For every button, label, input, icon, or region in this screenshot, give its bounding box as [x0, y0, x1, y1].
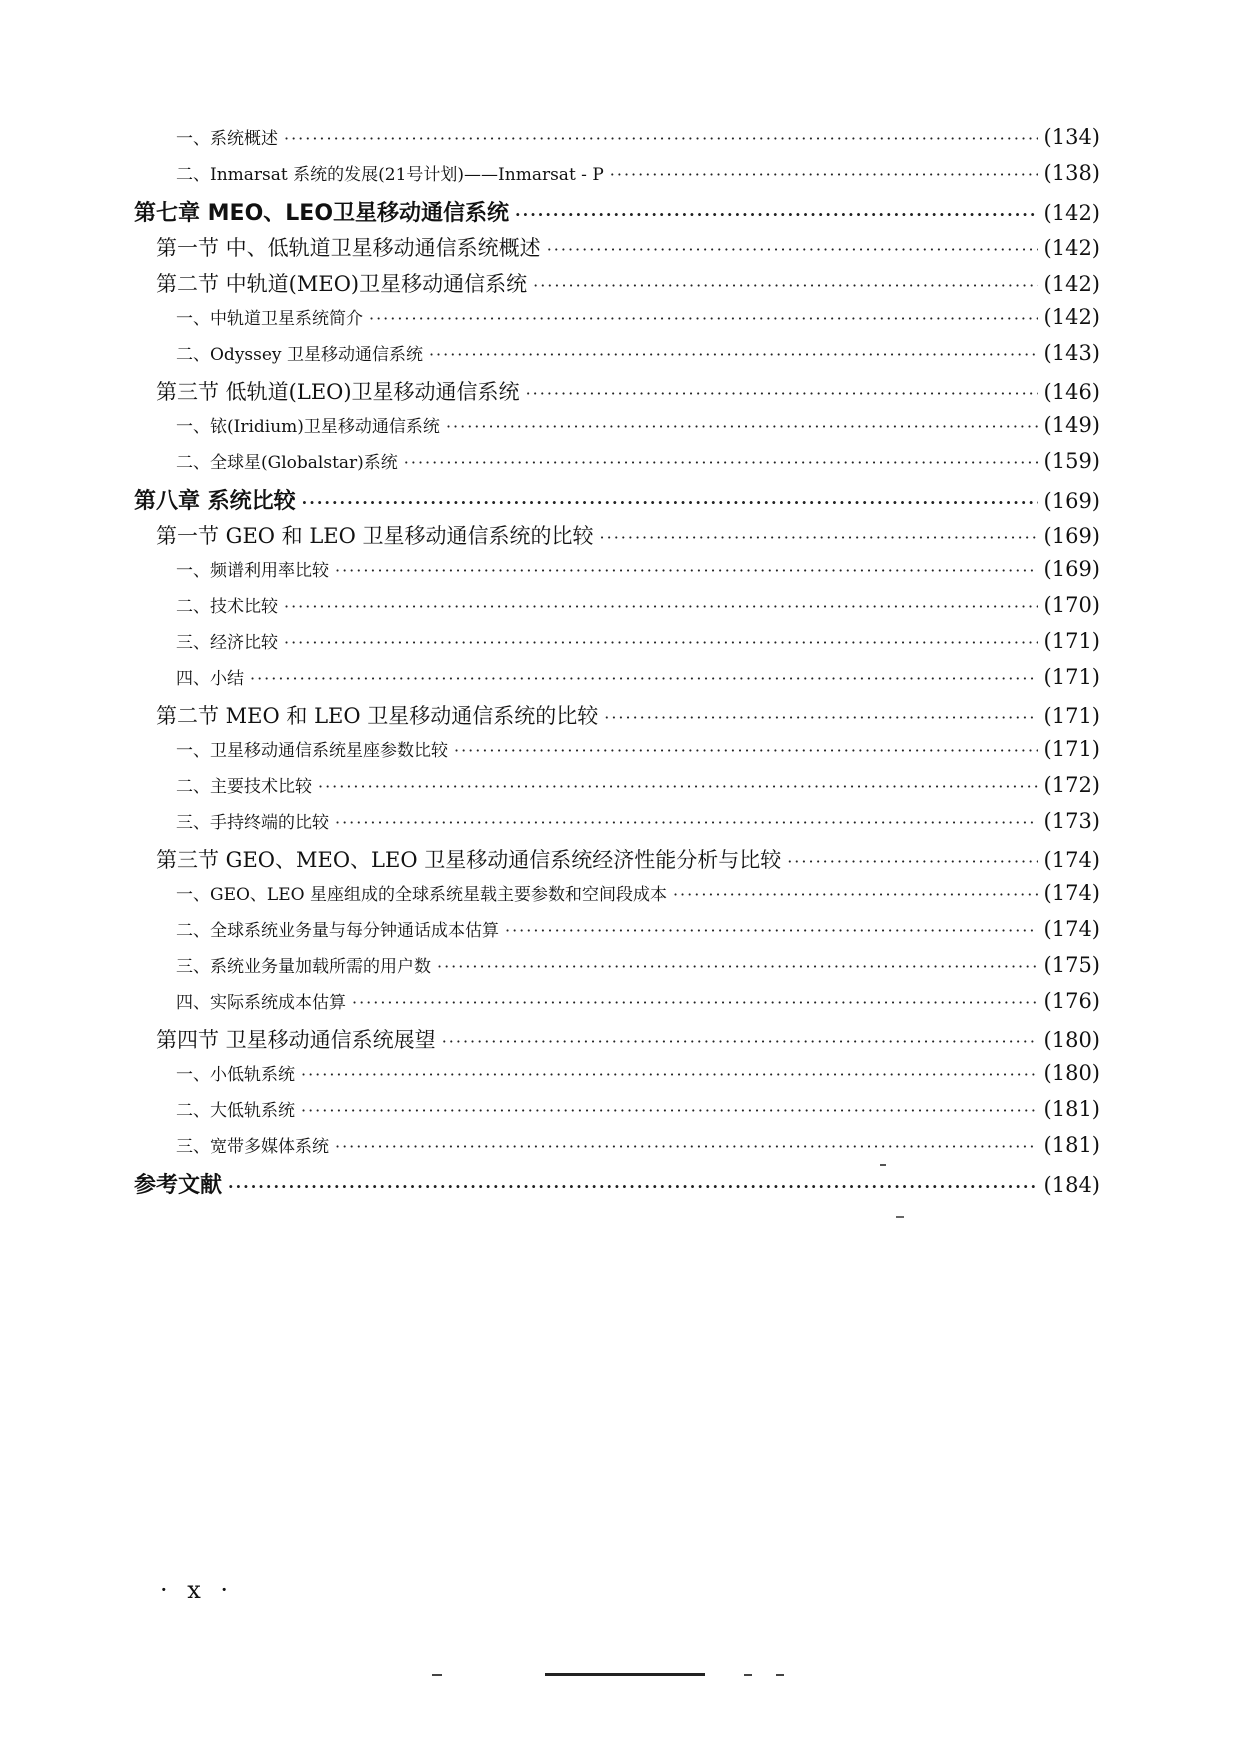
toc-entry-page: (174) — [1043, 881, 1100, 905]
toc-entry-page: (171) — [1043, 665, 1100, 689]
toc-leader-dots — [610, 167, 1038, 183]
toc-entry-title: 第四节 卫星移动通信系统展望 — [156, 1028, 436, 1052]
toc-leader-dots — [526, 386, 1038, 402]
toc-entry-title: 一、小低轨系统 — [176, 1065, 295, 1085]
toc-entry-sub — [176, 592, 1100, 628]
toc-entry-sub — [176, 952, 1100, 988]
toc-entry-title: 一、系统概述 — [176, 129, 278, 149]
toc-entry-title: 参考文献 — [134, 1173, 223, 1198]
toc-entry-sub — [176, 808, 1100, 844]
toc-entry-sub — [176, 736, 1100, 772]
scan-artifact — [776, 1674, 784, 1676]
toc-entry-title: 四、小结 — [176, 669, 244, 689]
toc-entry-title: 三、宽带多媒体系统 — [176, 1137, 329, 1157]
toc-entry-sub — [176, 124, 1100, 160]
scan-artifact — [545, 1673, 705, 1676]
toc-leader-dots — [301, 1067, 1038, 1083]
toc-entry-page: (171) — [1043, 737, 1100, 761]
toc-entry-title: 第八章 系统比较 — [134, 489, 296, 514]
toc-entry-sub — [176, 1060, 1100, 1096]
toc-entry-page: (169) — [1043, 557, 1100, 581]
toc-entry-title: 第二节 中轨道(MEO)卫星移动通信系统 — [156, 272, 528, 296]
toc-leader-dots — [673, 887, 1038, 903]
toc-leader-dots — [352, 995, 1038, 1011]
toc-entry-title: 第一节 GEO 和 LEO 卫星移动通信系统的比较 — [156, 524, 594, 548]
toc-leader-dots — [600, 530, 1038, 546]
toc-entry-title: 第三节 GEO、MEO、LEO 卫星移动通信系统经济性能分析与比较 — [156, 848, 782, 872]
toc-entry-sub — [176, 412, 1100, 448]
toc-entry-page: (180) — [1043, 1061, 1100, 1085]
toc-entry-sub — [176, 988, 1100, 1024]
toc-leader-dots — [335, 563, 1038, 579]
toc-entry-page: (175) — [1043, 953, 1100, 977]
toc-entry-page: (142) — [1043, 201, 1100, 225]
toc-entry-page: (176) — [1043, 989, 1100, 1013]
toc-entry-page: (143) — [1043, 341, 1100, 365]
toc-entry-sub — [176, 340, 1100, 376]
toc-entry-page: (149) — [1043, 413, 1100, 437]
toc-leader-dots — [505, 923, 1038, 939]
toc-entry-page: (146) — [1043, 380, 1100, 404]
toc-leader-dots — [533, 278, 1037, 294]
toc-entry-page: (171) — [1043, 629, 1100, 653]
toc-entry-title: 二、Inmarsat 系统的发展(21号计划)——Inmarsat - P — [176, 165, 604, 185]
toc-leader-dots — [335, 815, 1038, 831]
toc-leader-dots — [787, 854, 1037, 870]
toc-leader-dots — [284, 599, 1038, 615]
toc-entry-sub — [176, 1096, 1100, 1132]
toc-entry-sub — [176, 1132, 1100, 1168]
scan-artifact — [880, 1164, 886, 1166]
toc-entry-title: 二、全球系统业务量与每分钟通话成本估算 — [176, 921, 499, 941]
toc-entry-section — [156, 700, 1100, 736]
toc-entry-title: 二、主要技术比较 — [176, 777, 312, 797]
toc-entry-page: (180) — [1043, 1028, 1100, 1052]
toc-entry-page: (181) — [1043, 1133, 1100, 1157]
toc-leader-dots — [369, 311, 1038, 327]
toc-leader-dots — [250, 671, 1038, 687]
toc-entry-title: 二、大低轨系统 — [176, 1101, 295, 1121]
toc-entry-page: (142) — [1043, 305, 1100, 329]
toc-leader-dots — [302, 495, 1038, 511]
toc-entry-section — [156, 520, 1100, 556]
toc-entry-page: (134) — [1043, 125, 1100, 149]
toc-leader-dots — [335, 1139, 1038, 1155]
toc-entry-page: (174) — [1043, 848, 1100, 872]
toc-leader-dots — [604, 710, 1037, 726]
toc-entry-page: (159) — [1043, 449, 1100, 473]
toc-leader-dots — [454, 743, 1038, 759]
toc-entry-title: 三、经济比较 — [176, 633, 278, 653]
toc-entry-title: 第七章 MEO、LEO卫星移动通信系统 — [134, 201, 510, 226]
toc-entry-section — [156, 376, 1100, 412]
toc-entry-title: 四、实际系统成本估算 — [176, 993, 346, 1013]
toc-entry-sub — [176, 448, 1100, 484]
toc-entry-title: 二、技术比较 — [176, 597, 278, 617]
toc-entry-sub — [176, 160, 1100, 196]
toc-entry-title: 一、中轨道卫星系统简介 — [176, 309, 363, 329]
toc-entry-section — [156, 232, 1100, 268]
toc-entry-title: 三、系统业务量加载所需的用户数 — [176, 957, 431, 977]
toc-entry-title: 第二节 MEO 和 LEO 卫星移动通信系统的比较 — [156, 704, 599, 728]
toc-leader-dots — [446, 419, 1038, 435]
toc-entry-title: 一、铱(Iridium)卫星移动通信系统 — [176, 417, 440, 437]
toc-entry-page: (169) — [1043, 489, 1100, 513]
toc-leader-dots — [437, 959, 1038, 975]
toc-entry-page: (181) — [1043, 1097, 1100, 1121]
toc-entry-page: (173) — [1043, 809, 1100, 833]
toc-leader-dots — [284, 635, 1038, 651]
toc-leader-dots — [301, 1103, 1038, 1119]
toc-entry-page: (169) — [1043, 524, 1100, 548]
toc-entry-sub — [176, 664, 1100, 700]
scan-artifact — [896, 1216, 904, 1218]
toc-leader-dots — [318, 779, 1038, 795]
toc-leader-dots — [547, 242, 1038, 258]
toc-entry-sub — [176, 772, 1100, 808]
toc-leader-dots — [228, 1179, 1038, 1195]
toc-entry-title: 第三节 低轨道(LEO)卫星移动通信系统 — [156, 380, 520, 404]
toc-entry-sub — [176, 628, 1100, 664]
toc-entry-page: (170) — [1043, 593, 1100, 617]
toc-entry-page: (172) — [1043, 773, 1100, 797]
toc-entry-section — [156, 268, 1100, 304]
scan-artifact — [432, 1674, 442, 1676]
toc-entry-sub — [176, 556, 1100, 592]
toc-entry-page: (142) — [1043, 236, 1100, 260]
toc-entry-title: 三、手持终端的比较 — [176, 813, 329, 833]
toc-leader-dots — [404, 455, 1038, 471]
toc-leader-dots — [429, 347, 1038, 363]
toc-entry-title: 二、全球星(Globalstar)系统 — [176, 453, 398, 473]
toc-leader-dots — [284, 131, 1038, 147]
scan-artifact — [744, 1674, 752, 1676]
toc-entry-title: 一、卫星移动通信系统星座参数比较 — [176, 741, 448, 761]
toc-entry-title: 二、Odyssey 卫星移动通信系统 — [176, 345, 423, 365]
toc-entry-title: 第一节 中、低轨道卫星移动通信系统概述 — [156, 236, 541, 260]
toc-entry-sub — [176, 916, 1100, 952]
toc-entry-chapter — [134, 1168, 1100, 1204]
toc-entry-title: 一、GEO、LEO 星座组成的全球系统星载主要参数和空间段成本 — [176, 885, 667, 905]
toc-entry-chapter — [134, 484, 1100, 520]
toc-entry-page: (184) — [1043, 1173, 1100, 1197]
toc-entry-title: 一、频谱利用率比较 — [176, 561, 329, 581]
page-number-footer: · x · — [160, 1576, 235, 1604]
toc-entry-section — [156, 844, 1100, 880]
toc-leader-dots — [442, 1034, 1038, 1050]
toc-entry-sub — [176, 880, 1100, 916]
toc-entry-page: (138) — [1043, 161, 1100, 185]
toc-entry-chapter — [134, 196, 1100, 232]
toc-entry-page: (171) — [1043, 704, 1100, 728]
toc-entry-page: (142) — [1043, 272, 1100, 296]
toc-entry-section — [156, 1024, 1100, 1060]
toc-entry-page: (174) — [1043, 917, 1100, 941]
toc-entry-sub — [176, 304, 1100, 340]
toc-leader-dots — [515, 207, 1037, 223]
